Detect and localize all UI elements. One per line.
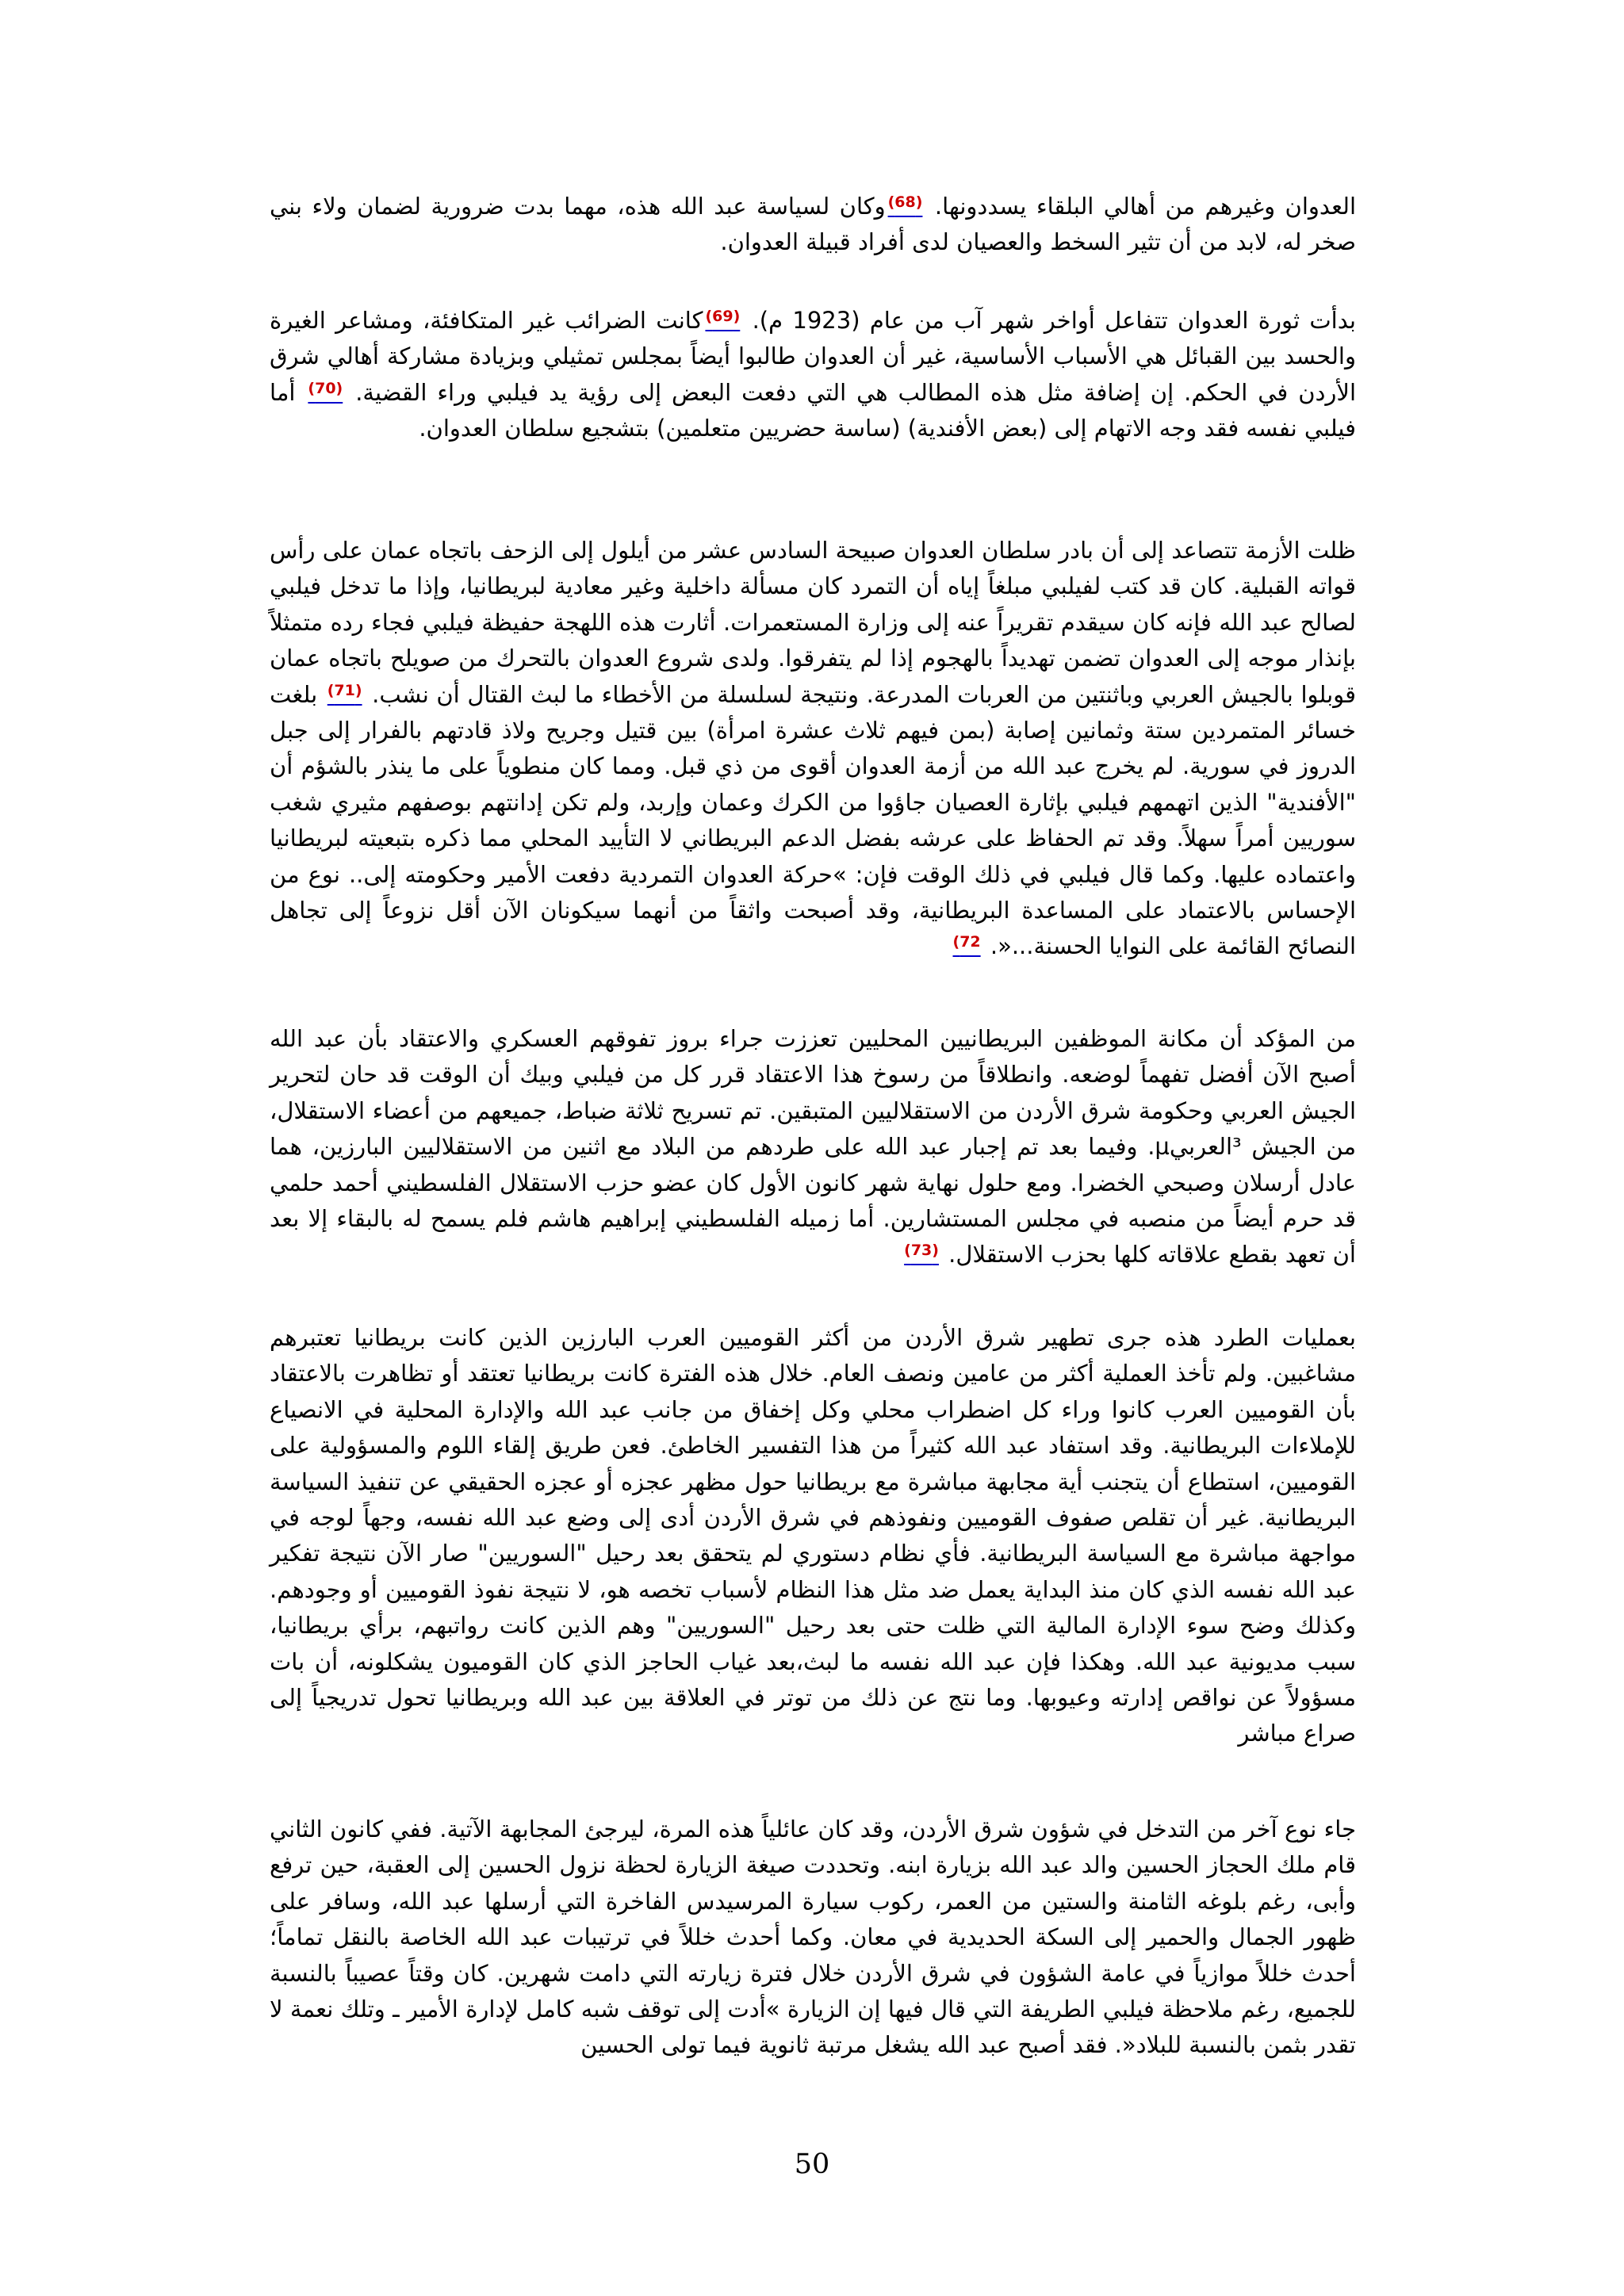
footnote-marker: (71) xyxy=(327,681,362,699)
footnote-marker: (68) xyxy=(887,193,923,211)
paragraph-text: العدوان وغيرهم من أهالي البلقاء يسددونها. xyxy=(934,193,1357,220)
page-number: 50 xyxy=(794,2149,830,2180)
footnote-marker: (73) xyxy=(904,1242,939,1260)
footnote-marker: (69) xyxy=(705,308,741,325)
paragraph-2 xyxy=(270,303,1356,447)
footnote-link-69[interactable] xyxy=(703,303,742,339)
footnote-link-73[interactable] xyxy=(902,1237,941,1272)
footnote-marker: 72) xyxy=(952,933,981,951)
paragraph-text: كانت الضرائب غير المتكافئة، ومشاعر الغيرة والحسد بين القبائل هي الأسباب الأساسية، غير أن العدوان طالبوا أيضاً بمجلس تمثيلي وبزيادة مشاركة أهالي شرق الأردن في الحكم. إن إضافة مثل هذه المطالب هي التي دفعت البعض إلى رؤية يد فيلبي وراء القضية. xyxy=(270,307,1357,406)
paragraph-text: جاء نوع آخر من التدخل في شؤون شرق الأردن، وقد كان عائلياً هذه المرة، ليرجئ المجابهة الآتية. ففي كانون الثاني قام ملك الحجاز الحسين والد عبد الله بزيارة ابنه. وتحددت صيغة الزيارة لحظة نزول الحسين إلى العقبة، حين ترفع وأبى، رغم بلوغه الثامنة والستين من العمر، ركوب سيارة المرسيدس الفاخرة التي أرسلها عبد الله، وسافر على ظهور الجمال والحمير إلى السكة الحديدية في معان. وكما أحدث خللاً في ترتيبات عبد الله الخاصة بالنقل تماماً؛ أحدث خللاً موازياً في عامة الشؤون في شرق الأردن خلال فترة زيارته التي دامت شهرين. كان وقتاً عصيباً بالنسبة للجميع، رغم ملاحظة فيلبي الطريفة التي قال فيها إن الزيارة »أدت إلى توقف شبه كامل لإدارة الأمير ـ وتلك نعمة لا تقدر بثمن بالنسبة للبلاد«. فقد أصبح عبد الله يشغل مرتبة ثانوية فيما تولى الحسين xyxy=(270,1816,1356,2059)
footnote-link-72[interactable] xyxy=(951,928,983,964)
footnote-marker: (70) xyxy=(308,379,343,397)
paragraph-text: وكان لسياسة عبد الله هذه، مهما بدت ضرورية لضمان ولاء بني صخر له، لابد من أن تثير السخط والعصيان لدى أفراد قبيلة العدوان. xyxy=(270,193,1356,256)
footnote-link-68[interactable] xyxy=(886,189,925,224)
paragraph-5 xyxy=(270,1320,1356,1752)
footnote-link-71[interactable] xyxy=(325,677,365,713)
paragraph-text: من المؤكد أن مكانة الموظفين البريطانيين المحليين تعززت جراء بروز تفوقهم العسكري والاعتقاد بأن عبد الله أصبح الآن أفضل تفهماً لوضعه. وانطلاقاً من رسوخ هذا الاعتقاد قرر كل من فيلبي وبيك أن الوقت قد حان لتحرير الجيش العربي وحكومة شرق الأردن من الاستقلاليين المتبقين. تم تسريح ثلاثة ضباط، جميعهم من أعضاء الاستقلال، من الجيش ³العربيµ. وفيما بعد تم إجبار عبد الله على طردهم من البلاد مع اثنين من الاستقلاليين البارزين، هما عادل أرسلان وصبحي الخضرا. ومع حلول نهاية شهر كانون الأول كان عضو حزب الاستقلال الفلسطيني أحمد حلمي قد حرم أيضاً من منصبه في مجلس المستشارين. أما زميله الفلسطيني إبراهيم هاشم فلم يسمح له بالبقاء إلا بعد أن تعهد بقطع علاقاته كلها بحزب الاستقلال. xyxy=(270,1025,1356,1269)
paragraph-1 xyxy=(270,189,1356,261)
paragraph-text: بدأت ثورة العدوان تتفاعل أواخر شهر آب من عام (1923 م). xyxy=(752,307,1356,334)
footnote-link-70[interactable] xyxy=(305,375,345,411)
paragraph-4 xyxy=(270,1021,1356,1273)
paragraph-text: ظلت الأزمة تتصاعد إلى أن بادر سلطان العدوان صبيحة السادس عشر من أيلول إلى الزحف باتجاه عمان على رأس قواته القبلية. كان قد كتب لفيلبي مبلغاً إياه أن التمرد كان مسألة داخلية وغير معادية لبريطانيا، وإذا ما تدخل فيلبي لصالح عبد الله فإنه كان سيقدم تقريراً عنه إلى وزارة المستعمرات. أثارت هذه اللهجة حفيظة فيلبي فجاء رده متمثلاً بإنذار موجه إلى العدوان تضمن تهديداً بالهجوم إذا لم يتفرقوا. ولدى شروع العدوان بالتحرك من صويلح باتجاه عمان قوبلوا بالجيش العربي وباثنتين من العربات المدرعة. ونتيجة لسلسلة من الأخطاء ما لبث القتال أن نشب. xyxy=(270,537,1357,708)
paragraph-text: بعمليات الطرد هذه جرى تطهير شرق الأردن من أكثر القوميين العرب البارزين الذين كانت بريطانيا تعتبرهم مشاغبين. ولم تأخذ العملية أكثر من عامين ونصف العام. خلال هذه الفترة كانت بريطانيا تعتقد أو تظاهرت بالاعتقاد بأن القوميين العرب كانوا وراء كل اضطراب محلي وكل إخفاق من جانب عبد الله والإدارة المحلية في الانصياع للإملاءات البريطانية. وقد استفاد عبد الله كثيراً من هذا التفسير الخاطئ. فعن طريق إلقاء اللوم والمسؤولية على القوميين، استطاع أن يتجنب أية مجابهة مباشرة مع بريطانيا حول مظهر عجزه أو عجزه الحقيقي عن تنفيذ السياسة البريطانية. غير أن تقلص صفوف القوميين ونفوذهم في شرق الأردن أدى إلى وضع عبد الله نفسه، وجهاً لوجه في مواجهة مباشرة مع السياسة البريطانية. فأي نظام دستوري لم يتحقق بعد رحيل "السوريين" صار الآن نتيجة تفكير عبد الله نفسه الذي كان منذ البداية يعمل ضد مثل هذا النظام لأسباب تخصه هو، لا نتيجة نفوذ القوميين أو وجودهم. وكذلك وضح سوء الإدارة المالية التي ظلت حتى بعد رحيل "السوريين" وهم الذين كانت رواتبهم، برأي بريطانيا، سبب مديونية عبد الله. وهكذا فإن عبد الله نفسه ما لبث،بعد غياب الحاجز الذي كان القوميون يشكلونه، أن بات مسؤولاً عن نواقص إدارته وعيوبها. وما نتج عن ذلك من توتر في العلاقة بين عبد الله وبريطانيا تحول تدريجياً إلى صراع مباشر xyxy=(270,1324,1356,1747)
paragraph-6 xyxy=(270,1812,1356,2064)
paragraph-3 xyxy=(270,533,1356,965)
paragraph-text: أما فيلبي نفسه فقد وجه الاتهام إلى (بعض الأفندية) (ساسة حضريين متعلمين) بتشجيع سلطان العدوان. xyxy=(270,378,1356,442)
paragraph-text: بلغت خسائر المتمردين ستة وثمانين إصابة (بمن فيهم ثلاث عشرة امرأة) بين قتيل وجريح ولاذ قادتهم بالفرار إلى جبل الدروز في سورية. لم يخرج عبد الله من أزمة العدوان أقوى من ذي قبل. ومما كان منطوياً على ما ينذر بالشؤم أن "الأفندية" الذين اتهمهم فيلبي بإثارة العصيان جاؤوا من الكرك وعمان وإربد، ولم تكن إدانتهم بوصفهم مثيري شغب سوريين أمراً سهلاً. وقد تم الحفاظ على عرشه بفضل الدعم البريطاني لا التأييد المحلي مما ذكره بتبعيته لبريطانيا واعتماده عليها. وكما قال فيلبي في ذلك الوقت فإن: »حركة العدوان التمردية دفعت الأمير وحكومته إلى.. نوع من الإحساس بالاعتماد على المساعدة البريطانية، وقد أصبحت واثقاً من أنهما سيكونان الآن أقل نزوعاً إلى تجاهل النصائح القائمة على النوايا الحسنة...«. xyxy=(270,680,1356,960)
